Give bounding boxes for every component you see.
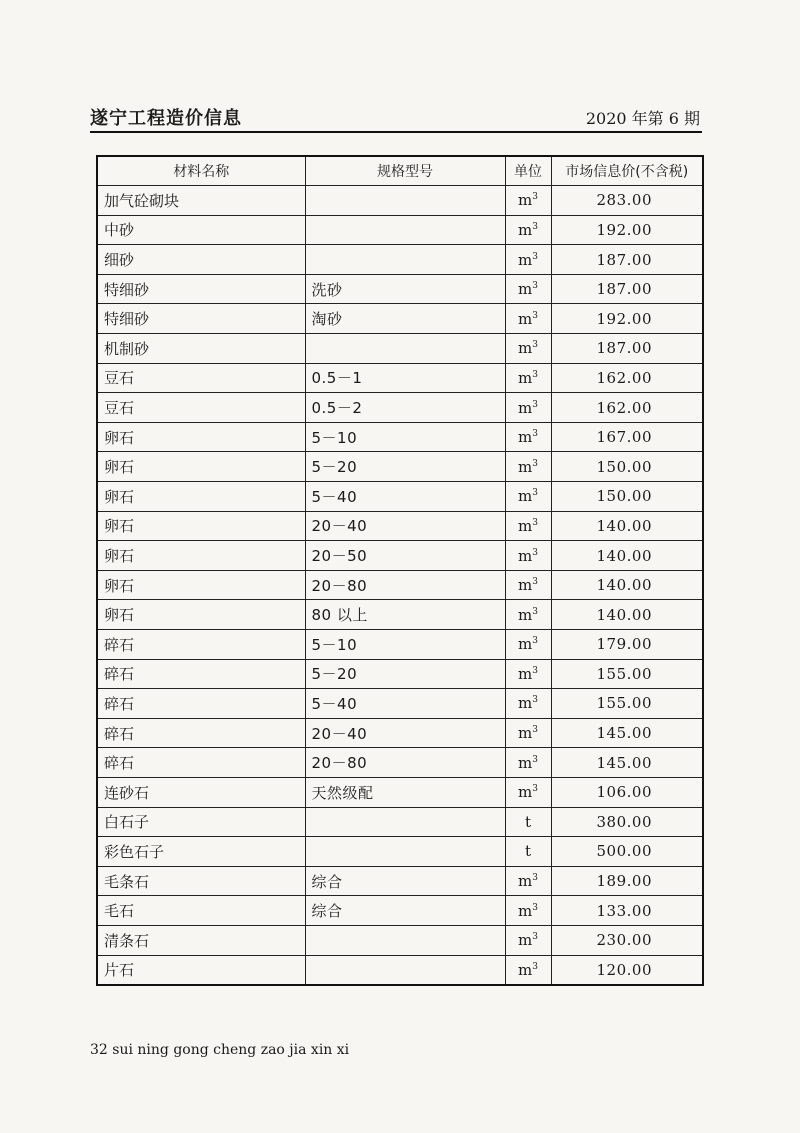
unit-base: m: [518, 694, 533, 713]
material-name-cell: 连砂石: [97, 777, 305, 807]
material-name-cell: 卵石: [97, 600, 305, 630]
unit-cell: [505, 482, 551, 512]
unit-superscript: 3: [532, 251, 538, 262]
unit-base: m: [518, 872, 533, 891]
unit-base: m: [518, 960, 533, 979]
price-cell: 120.00: [551, 955, 703, 985]
material-price-table: [96, 155, 704, 986]
unit-superscript: 3: [532, 547, 538, 558]
material-name-cell: 毛石: [97, 896, 305, 926]
unit-base: m: [518, 280, 533, 299]
price-cell: 187.00: [551, 245, 703, 275]
unit-cell: [505, 896, 551, 926]
unit-base: m: [518, 931, 533, 950]
material-name-cell: 卵石: [97, 511, 305, 541]
price-cell: 380.00: [551, 807, 703, 837]
spec-cell: 5－20: [305, 452, 505, 482]
price-cell: 145.00: [551, 748, 703, 778]
price-cell: 140.00: [551, 570, 703, 600]
header-unit: 单位: [505, 156, 551, 186]
price-cell: 283.00: [551, 186, 703, 216]
unit-superscript: 3: [532, 606, 538, 617]
unit-cell: [505, 541, 551, 571]
spec-cell: [305, 334, 505, 364]
price-cell: 140.00: [551, 541, 703, 571]
page-footer: 32 sui ning gong cheng zao jia xin xi: [90, 1042, 350, 1058]
unit-cell: [505, 600, 551, 630]
material-name-cell: 毛条石: [97, 866, 305, 896]
table-row: [97, 304, 703, 334]
unit-superscript: 3: [532, 221, 538, 232]
table-row: [97, 245, 703, 275]
price-cell: 179.00: [551, 630, 703, 660]
table-row: [97, 570, 703, 600]
price-cell: 192.00: [551, 215, 703, 245]
unit-superscript: 3: [532, 340, 538, 351]
unit-base: m: [518, 220, 533, 239]
unit-superscript: 3: [532, 310, 538, 321]
table-row: [97, 837, 703, 867]
material-name-cell: 卵石: [97, 422, 305, 452]
unit-cell: [505, 925, 551, 955]
unit-cell: [505, 866, 551, 896]
material-name-cell: 卵石: [97, 482, 305, 512]
price-cell: 187.00: [551, 274, 703, 304]
unit-cell: [505, 570, 551, 600]
price-cell: 230.00: [551, 925, 703, 955]
material-name-cell: 特细砂: [97, 304, 305, 334]
spec-cell: 5－10: [305, 630, 505, 660]
header-rule: [90, 131, 702, 133]
unit-cell: [505, 777, 551, 807]
table-row: [97, 866, 703, 896]
price-cell: 162.00: [551, 363, 703, 393]
table-row: [97, 689, 703, 719]
price-cell: 133.00: [551, 896, 703, 926]
unit-superscript: 3: [532, 488, 538, 499]
unit-cell: [505, 689, 551, 719]
spec-cell: 20－50: [305, 541, 505, 571]
unit-superscript: 3: [532, 369, 538, 380]
price-cell: 187.00: [551, 334, 703, 364]
unit-base: m: [518, 368, 533, 387]
unit-cell: [505, 245, 551, 275]
unit-superscript: 3: [532, 517, 538, 528]
material-name-cell: 豆石: [97, 393, 305, 423]
unit-superscript: 3: [532, 577, 538, 588]
unit-base: m: [518, 783, 533, 802]
unit-base: t: [524, 842, 532, 861]
unit-superscript: 3: [532, 902, 538, 913]
spec-cell: [305, 245, 505, 275]
unit-cell: [505, 422, 551, 452]
unit-superscript: 3: [532, 399, 538, 410]
spec-cell: [305, 215, 505, 245]
unit-cell: [505, 215, 551, 245]
unit-cell: [505, 304, 551, 334]
material-name-cell: 加气砼砌块: [97, 186, 305, 216]
unit-base: m: [518, 487, 533, 506]
spec-cell: 20－40: [305, 718, 505, 748]
price-cell: 500.00: [551, 837, 703, 867]
unit-base: t: [524, 812, 532, 831]
spec-cell: [305, 837, 505, 867]
table-header-row: [97, 156, 703, 186]
unit-base: m: [518, 576, 533, 595]
unit-cell: [505, 659, 551, 689]
unit-cell: [505, 186, 551, 216]
unit-base: m: [518, 339, 533, 358]
unit-superscript: 3: [532, 636, 538, 647]
material-name-cell: 中砂: [97, 215, 305, 245]
unit-superscript: 3: [532, 932, 538, 943]
table-row: [97, 955, 703, 985]
spec-cell: 5－20: [305, 659, 505, 689]
table-row: [97, 274, 703, 304]
table-row: [97, 511, 703, 541]
spec-cell: 综合: [305, 866, 505, 896]
price-cell: 150.00: [551, 452, 703, 482]
table-row: [97, 452, 703, 482]
unit-base: m: [518, 398, 533, 417]
unit-base: m: [518, 753, 533, 772]
material-name-cell: 卵石: [97, 570, 305, 600]
unit-superscript: 3: [532, 458, 538, 469]
material-name-cell: 碎石: [97, 718, 305, 748]
table-row: [97, 630, 703, 660]
material-name-cell: 白石子: [97, 807, 305, 837]
unit-cell: [505, 274, 551, 304]
price-cell: 140.00: [551, 600, 703, 630]
price-cell: 192.00: [551, 304, 703, 334]
unit-superscript: 3: [532, 873, 538, 884]
spec-cell: 天然级配: [305, 777, 505, 807]
header-spec: 规格型号: [305, 156, 505, 186]
spec-cell: 20－80: [305, 570, 505, 600]
table-row: [97, 777, 703, 807]
unit-superscript: 3: [532, 754, 538, 765]
spec-cell: 综合: [305, 896, 505, 926]
unit-base: m: [518, 457, 533, 476]
spec-cell: 20－40: [305, 511, 505, 541]
material-name-cell: 卵石: [97, 452, 305, 482]
table-row: [97, 896, 703, 926]
table-row: [97, 925, 703, 955]
table-row: [97, 482, 703, 512]
material-name-cell: 碎石: [97, 748, 305, 778]
unit-cell: [505, 334, 551, 364]
table-row: [97, 334, 703, 364]
unit-cell: [505, 363, 551, 393]
header-price: 市场信息价(不含税): [551, 156, 703, 186]
material-name-cell: 机制砂: [97, 334, 305, 364]
unit-superscript: 3: [532, 784, 538, 795]
unit-base: m: [518, 664, 533, 683]
spec-cell: 0.5－1: [305, 363, 505, 393]
unit-superscript: 3: [532, 281, 538, 292]
spec-cell: 0.5－2: [305, 393, 505, 423]
unit-superscript: 3: [532, 192, 538, 203]
table-row: [97, 807, 703, 837]
price-cell: 189.00: [551, 866, 703, 896]
material-name-cell: 碎石: [97, 630, 305, 660]
price-cell: 167.00: [551, 422, 703, 452]
unit-base: m: [518, 901, 533, 920]
unit-superscript: 3: [532, 961, 538, 972]
table-row: [97, 718, 703, 748]
unit-cell: [505, 630, 551, 660]
unit-base: m: [518, 250, 533, 269]
unit-cell: [505, 718, 551, 748]
table-row: [97, 541, 703, 571]
unit-base: m: [518, 546, 533, 565]
material-name-cell: 片石: [97, 955, 305, 985]
price-cell: 150.00: [551, 482, 703, 512]
publication-title: 遂宁工程造价信息: [90, 108, 242, 129]
page-header: [90, 100, 700, 132]
unit-base: m: [518, 635, 533, 654]
unit-cell: [505, 807, 551, 837]
spec-cell: 5－40: [305, 689, 505, 719]
spec-cell: [305, 807, 505, 837]
table-row: [97, 600, 703, 630]
unit-base: m: [518, 605, 533, 624]
unit-superscript: 3: [532, 665, 538, 676]
spec-cell: 5－40: [305, 482, 505, 512]
unit-cell: [505, 452, 551, 482]
material-name-cell: 碎石: [97, 689, 305, 719]
material-name-cell: 卵石: [97, 541, 305, 571]
unit-cell: [505, 511, 551, 541]
spec-cell: 80 以上: [305, 600, 505, 630]
price-cell: 155.00: [551, 659, 703, 689]
spec-cell: 洗砂: [305, 274, 505, 304]
spec-cell: 5－10: [305, 422, 505, 452]
spec-cell: [305, 925, 505, 955]
unit-base: m: [518, 428, 533, 447]
material-name-cell: 碎石: [97, 659, 305, 689]
spec-cell: [305, 955, 505, 985]
price-cell: 155.00: [551, 689, 703, 719]
material-name-cell: 细砂: [97, 245, 305, 275]
table-body: [97, 186, 703, 985]
material-name-cell: 清条石: [97, 925, 305, 955]
table-row: [97, 748, 703, 778]
unit-cell: [505, 837, 551, 867]
table-row: [97, 659, 703, 689]
unit-base: m: [518, 724, 533, 743]
table-row: [97, 422, 703, 452]
price-cell: 162.00: [551, 393, 703, 423]
unit-base: m: [518, 516, 533, 535]
table-row: [97, 215, 703, 245]
material-name-cell: 彩色石子: [97, 837, 305, 867]
price-cell: 106.00: [551, 777, 703, 807]
table-row: [97, 393, 703, 423]
unit-superscript: 3: [532, 725, 538, 736]
unit-base: m: [518, 191, 533, 210]
issue-label: 2020 年第 6 期: [585, 109, 700, 128]
spec-cell: [305, 186, 505, 216]
spec-cell: 20－80: [305, 748, 505, 778]
unit-cell: [505, 748, 551, 778]
unit-cell: [505, 393, 551, 423]
unit-superscript: 3: [532, 429, 538, 440]
spec-cell: 淘砂: [305, 304, 505, 334]
unit-base: m: [518, 309, 533, 328]
unit-superscript: 3: [532, 695, 538, 706]
table-row: [97, 363, 703, 393]
price-cell: 145.00: [551, 718, 703, 748]
material-name-cell: 豆石: [97, 363, 305, 393]
material-name-cell: 特细砂: [97, 274, 305, 304]
table-row: [97, 186, 703, 216]
price-cell: 140.00: [551, 511, 703, 541]
header-material-name: 材料名称: [97, 156, 305, 186]
unit-cell: [505, 955, 551, 985]
